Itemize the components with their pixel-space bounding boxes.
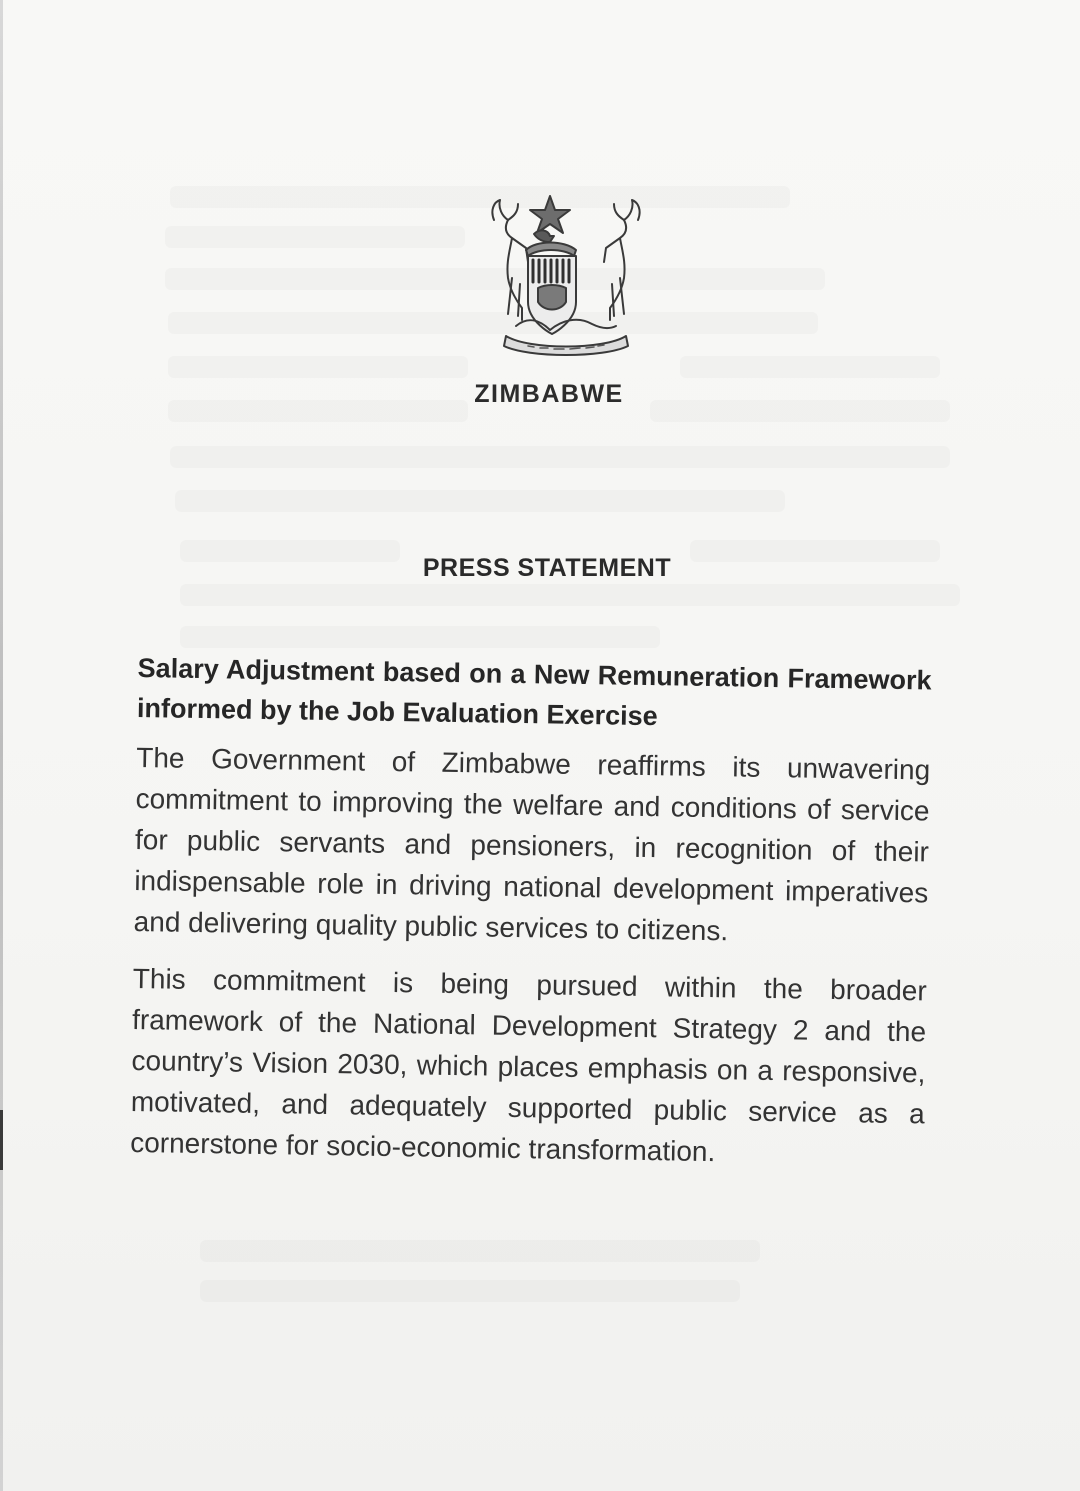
country-name: ZIMBABWE — [474, 380, 624, 408]
statement-title: Salary Adjustment based on a New Remuneration Framework informed by the Job Evaluation Exercise — [136, 652, 932, 732]
paragraph-2: This commitment is being pursued within the broader framework of the National Development Strategy 2 and the country’s Vision 2030, which places emphasis on a responsive, motivated, and adequately supported public service as a cornerstone for socio-economic transformation. — [129, 962, 927, 1168]
page-edge-shadow — [0, 1110, 3, 1170]
paragraph-1: The Government of Zimbabwe reaffirms its unwavering commitment to improving the welfare and conditions of service for public servants and pensioners, in recognition of their indispensable role in driving national development imperatives and delivering quality public services to citizens. — [133, 741, 931, 947]
page-left-edge — [0, 0, 3, 1491]
statement-body — [130, 648, 932, 1175]
document-type-heading: PRESS STATEMENT — [422, 554, 672, 582]
zimbabwe-coat-of-arms-icon — [488, 190, 644, 360]
